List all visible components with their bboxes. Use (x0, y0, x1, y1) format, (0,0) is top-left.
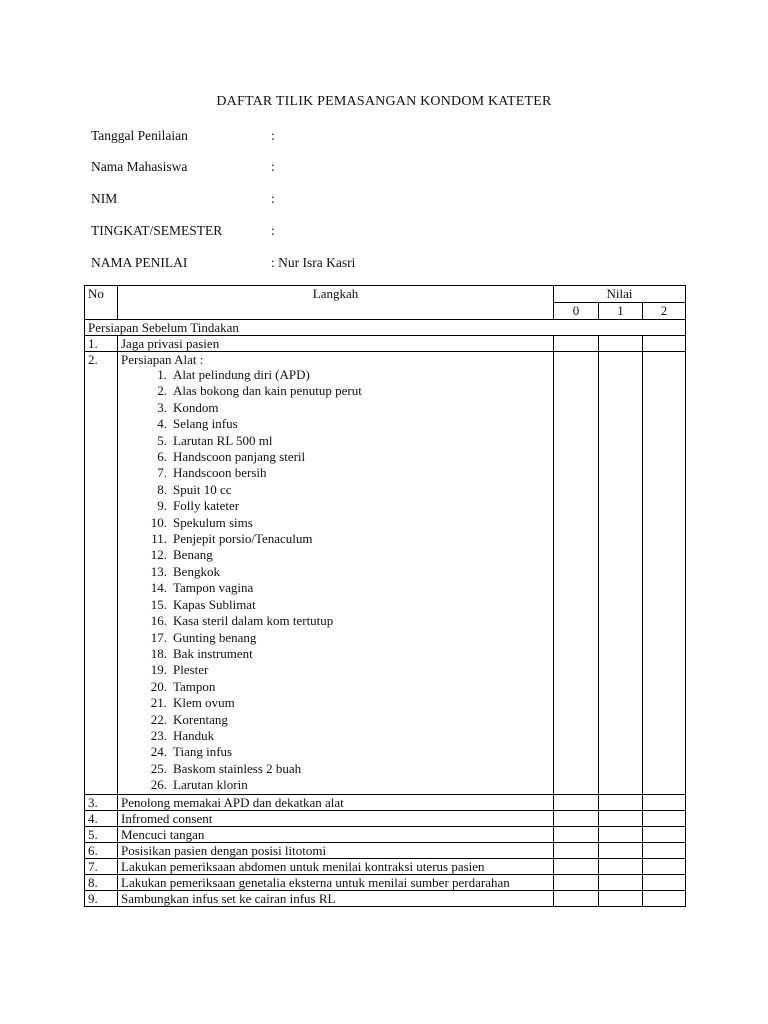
row-step-tools (118, 352, 554, 795)
tool-number: 4. (157, 416, 167, 432)
score-cell-1[interactable] (599, 842, 643, 858)
header-score-1: 1 (599, 303, 643, 320)
score-cell-2[interactable] (643, 794, 686, 810)
score-cell-2[interactable] (643, 842, 686, 858)
tool-list-item (141, 416, 550, 432)
row-step: Posisikan pasien dengan posisi litotomi (118, 842, 554, 858)
row-number: 3. (85, 794, 118, 810)
tool-list-item (141, 630, 550, 646)
header-step: Langkah (118, 286, 554, 320)
table-row (85, 858, 686, 874)
tool-number: 5. (157, 432, 167, 448)
tool-name: Bak instrument (173, 645, 253, 661)
tool-name: Baskom stainless 2 buah (173, 760, 302, 776)
score-cell-0[interactable] (554, 826, 599, 842)
score-cell-0[interactable] (554, 874, 599, 890)
tool-list-item (141, 465, 550, 481)
tool-list-item (141, 547, 550, 563)
table-row (85, 810, 686, 826)
tool-name: Handscoon bersih (173, 465, 267, 481)
tool-number: 14. (150, 580, 167, 596)
tool-list-item (141, 580, 550, 596)
score-cell-0[interactable] (554, 810, 599, 826)
header-score: Nilai (554, 286, 686, 303)
info-value: : (271, 191, 275, 206)
score-cell-2[interactable] (643, 352, 686, 795)
tool-list-item (141, 515, 550, 531)
tool-number: 7. (157, 465, 167, 481)
info-tanggal-penilaian (91, 127, 275, 145)
score-cell-1[interactable] (599, 826, 643, 842)
score-cell-2[interactable] (643, 826, 686, 842)
tool-list-item (141, 777, 550, 793)
tool-number: 11. (151, 531, 167, 547)
tool-name: Folly kateter (173, 498, 240, 514)
info-value: : (271, 128, 275, 143)
row-number: 9. (85, 890, 118, 906)
tool-list-item (141, 613, 550, 629)
score-cell-2[interactable] (643, 810, 686, 826)
score-cell-0[interactable] (554, 890, 599, 906)
score-cell-2[interactable] (643, 336, 686, 352)
tool-name: Handscoon panjang steril (173, 449, 306, 465)
section-row (85, 320, 686, 336)
tool-name: Bengkok (173, 563, 220, 579)
tool-number: 2. (157, 383, 167, 399)
score-cell-0[interactable] (554, 352, 599, 795)
checklist-table (84, 285, 686, 907)
tool-name: Alat pelindung diri (APD) (173, 367, 310, 382)
info-nim (91, 190, 275, 208)
score-cell-2[interactable] (643, 890, 686, 906)
table-row (85, 336, 686, 352)
info-label: Tanggal Penilaian (91, 128, 188, 143)
tool-list-item (141, 597, 550, 613)
tool-number: 13. (150, 563, 167, 579)
tool-number: 3. (157, 399, 167, 415)
tool-name: Selang infus (173, 416, 238, 432)
row-step: Jaga privasi pasien (118, 336, 554, 352)
tool-number: 17. (150, 629, 167, 645)
tool-number: 12. (150, 547, 167, 563)
table-row (85, 890, 686, 906)
tool-list-item (141, 761, 550, 777)
tool-number: 16. (150, 613, 167, 629)
row-step: Sambungkan infus set ke cairan infus RL (118, 890, 554, 906)
tool-number: 19. (150, 662, 167, 678)
tool-list-item (141, 531, 550, 547)
table-row (85, 874, 686, 890)
score-cell-1[interactable] (599, 352, 643, 795)
tool-number: 26. (150, 777, 167, 793)
tool-list-item (141, 679, 550, 695)
score-cell-0[interactable] (554, 336, 599, 352)
tool-list-item (141, 433, 550, 449)
tool-list-item (141, 728, 550, 744)
table-row (85, 826, 686, 842)
tool-list-item (141, 498, 550, 514)
tool-list (121, 367, 550, 794)
score-cell-0[interactable] (554, 842, 599, 858)
info-label: NAMA PENILAI (91, 255, 188, 270)
row-step: Lakukan pemeriksaan genetalia eksterna untuk menilai sumber perdarahan (118, 874, 554, 890)
section-title: Persiapan Sebelum Tindakan (85, 320, 686, 336)
tool-name: Larutan RL 500 ml (173, 432, 273, 448)
tool-number: 1. (157, 367, 167, 382)
table-row (85, 794, 686, 810)
tool-number: 8. (157, 481, 167, 497)
tool-list-item (141, 400, 550, 416)
info-label: Nama Mahasiswa (91, 159, 188, 174)
row-number: 8. (85, 874, 118, 890)
tool-list-item (141, 744, 550, 760)
row-number: 5. (85, 826, 118, 842)
row-number: 7. (85, 858, 118, 874)
score-cell-1[interactable] (599, 890, 643, 906)
tool-list-item (141, 695, 550, 711)
tool-list-item (141, 449, 550, 465)
info-nama-penilai (91, 254, 355, 272)
tool-name: Tiang infus (173, 744, 233, 760)
tool-name: Plester (173, 662, 209, 678)
info-label: TINGKAT/SEMESTER (91, 223, 223, 238)
tool-number: 10. (150, 514, 167, 530)
row-step: Penolong memakai APD dan dekatkan alat (118, 794, 554, 810)
tool-name: Alas bokong dan kain penutup perut (173, 383, 362, 399)
tool-number: 22. (150, 711, 167, 727)
row-step: Persiapan Alat : (121, 352, 204, 367)
row-step: Lakukan pemeriksaan abdomen untuk menilai kontraksi uterus pasien (118, 858, 554, 874)
tool-name: Korentang (173, 711, 228, 727)
table-row (85, 352, 686, 795)
tool-name: Klem ovum (173, 695, 235, 711)
tool-name: Kondom (173, 399, 219, 415)
info-nama-mahasiswa (91, 158, 275, 176)
page-title: DAFTAR TILIK PEMASANGAN KONDOM KATETER (216, 94, 552, 109)
tool-number: 25. (150, 760, 167, 776)
tool-list-item (141, 646, 550, 662)
score-cell-0[interactable] (554, 794, 599, 810)
row-step: Mencuci tangan (118, 826, 554, 842)
score-cell-1[interactable] (599, 874, 643, 890)
info-tingkat-semester (91, 222, 275, 240)
tool-number: 23. (150, 727, 167, 743)
header-score-2: 2 (643, 303, 686, 320)
tool-name: Tampon (173, 678, 216, 694)
header-score-0: 0 (554, 303, 599, 320)
tool-number: 6. (157, 449, 167, 465)
tool-name: Kapas Sublimat (173, 596, 256, 612)
info-value: : (271, 223, 275, 238)
row-number: 4. (85, 810, 118, 826)
tool-name: Spuit 10 cc (173, 481, 232, 497)
tool-name: Spekulum sims (173, 514, 253, 530)
tool-name: Kasa steril dalam kom tertutup (173, 613, 334, 629)
info-value: : Nur Isra Kasri (271, 255, 356, 270)
score-cell-2[interactable] (643, 858, 686, 874)
tool-name: Tampon vagina (173, 580, 254, 596)
tool-number: 20. (150, 678, 167, 694)
table-row (85, 842, 686, 858)
tool-list-item (141, 367, 550, 383)
tool-list-item (141, 383, 550, 399)
row-number: 1. (85, 336, 118, 352)
tool-list-item (141, 564, 550, 580)
table-header-row (85, 286, 686, 303)
info-value: : (271, 159, 275, 174)
tool-number: 9. (157, 498, 167, 514)
row-step: Infromed consent (118, 810, 554, 826)
tool-number: 18. (150, 645, 167, 661)
tool-number: 15. (150, 596, 167, 612)
score-cell-1[interactable] (599, 794, 643, 810)
tool-list-item (141, 712, 550, 728)
row-number: 2. (85, 352, 118, 795)
row-number: 6. (85, 842, 118, 858)
tool-number: 21. (150, 695, 167, 711)
tool-list-item (141, 662, 550, 678)
score-cell-0[interactable] (554, 858, 599, 874)
score-cell-2[interactable] (643, 874, 686, 890)
score-cell-1[interactable] (599, 336, 643, 352)
tool-name: Larutan klorin (173, 777, 248, 793)
score-cell-1[interactable] (599, 858, 643, 874)
info-label: NIM (91, 191, 118, 206)
tool-name: Benang (173, 547, 213, 563)
tool-list-item (141, 482, 550, 498)
score-cell-1[interactable] (599, 810, 643, 826)
tool-name: Handuk (173, 727, 215, 743)
header-no: No (85, 286, 118, 320)
tool-name: Penjepit porsio/Tenaculum (173, 531, 313, 547)
tool-number: 24. (150, 744, 167, 760)
tool-name: Gunting benang (173, 629, 257, 645)
